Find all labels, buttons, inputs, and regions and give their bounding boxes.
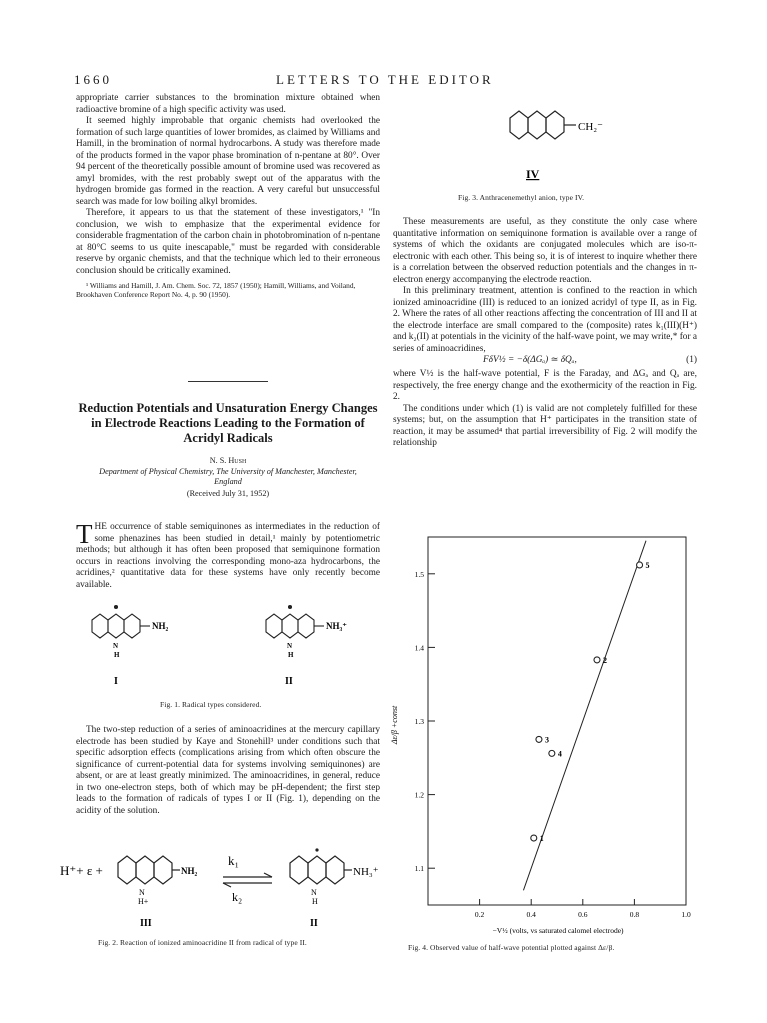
fig3-caption: Fig. 3. Anthracenemethyl anion, type IV.: [458, 193, 585, 202]
y-tick-label: 1.2: [414, 790, 424, 800]
fig2-reaction: [60, 845, 390, 930]
paragraph: where V½ is the half-wave potential, F is the Faraday, and ΔGₐ and Qₐ are, respectively, the free energy change and the exothermicity of the reaction in Fig. 2.: [393, 369, 697, 402]
fig2-h-right: H: [312, 897, 318, 906]
fig2-k2: k₂: [232, 890, 243, 904]
section-divider: [188, 381, 268, 382]
fig2-n-left: N: [139, 888, 145, 897]
data-point-label: 2: [602, 655, 607, 665]
fig3-group: CH₂⁻: [578, 121, 603, 133]
fig1-n-a: N: [113, 642, 119, 650]
paragraph: Therefore, it appears to us that the statement of these investigators,¹ "In conclusion, we wish to emphasize that the experimental evidence for considerable fragmentation of the carbon chain in photobromination of n-pentane at 80°C seems to us quite inescapable," must be regarded with considerable reserve by organic chemists, and that the technique which led to their erroneous conclusion should be critically examined.: [76, 208, 380, 276]
plot-frame: [428, 537, 686, 905]
data-point: [594, 657, 600, 663]
fig1-label-b: II: [285, 676, 293, 687]
acridine-ring-left: [92, 606, 150, 639]
data-point-label: 4: [557, 749, 562, 759]
data-point: [531, 835, 537, 841]
x-tick-label: 0.2: [474, 910, 485, 919]
fig1-group-b: NH₃⁺: [326, 621, 347, 631]
fig1-structures: [76, 604, 380, 714]
y-tick-label: 1.4: [414, 643, 424, 653]
fig2-k1: k₁: [228, 853, 240, 868]
data-point: [637, 562, 643, 568]
y-tick-label: 1.1: [414, 864, 424, 874]
intro-paragraph: [76, 519, 380, 591]
paragraph: The conditions under which (1) is valid are not completely fulfilled for these systems; but, on the assumption that H⁺ participates in the transition state of reaction, it may be assumed⁴ that partial irreversibility of Fig. 2 will modify the relationship: [393, 403, 697, 448]
y-tick-label: 1.5: [414, 569, 424, 579]
data-point-label: 1: [539, 834, 544, 844]
y-axis-label: Δε/β +const: [390, 705, 399, 745]
paragraph: appropriate carrier substances to the bromination mixture obtained when radioactive bromine of a high specific activity was used.: [76, 93, 380, 115]
left-column-bottom: [76, 725, 380, 817]
fig1-label-a: I: [114, 676, 118, 687]
article-title: Reduction Potentials and Unsaturation Energy Changes in Electrode Reactions Leading to the Formation of Acridyl Radicals: [78, 401, 378, 445]
fig1-h-b: H: [288, 651, 294, 659]
fig1-h-a: H: [114, 651, 120, 659]
x-tick-label: 0.8: [629, 910, 640, 919]
fig1-group-a: NH₂: [152, 621, 169, 631]
right-column-text: [393, 217, 697, 450]
paragraph: These measurements are useful, as they constitute the only case where quantitative information on semiquinone formation is available over a range of systems of which the oxidants are conjugated molecules which are iso-π-electronic with each other. This being so, it is of interest to inquire whether there is a correlation between the observed reduction potentials and the changes in π-electron energy accompanying the electrode reaction.: [393, 217, 697, 285]
fig4-caption: Fig. 4. Observed value of half-wave potential plotted against Δε/β.: [408, 943, 615, 952]
fig2-caption: Fig. 2. Reaction of ionized aminoacridine II from radical of type II.: [98, 938, 307, 947]
data-point: [536, 736, 542, 742]
fig2-group-right: NH₃⁺: [353, 866, 379, 878]
fig1-caption: Fig. 1. Radical types considered.: [160, 700, 262, 709]
fig3-label: IV: [526, 167, 540, 181]
paragraph: In this preliminary treatment, attention is confined to the reaction in which ionized aminoacridine (III) is reduced to an ionized acridyl of type II, as in Fig. 2. Where the rates of all other reactions affecting the concentration of III and II at the electrode interface are small compared to the (composite) rates k₁(III)(H⁺) and k₂(II) at potentials in the vicinity of the half-wave point, we may write,* for a series of aminoacridines,: [393, 286, 698, 354]
fig2-label-left: III: [140, 918, 152, 929]
received-date: (Received July 31, 1952): [186, 489, 270, 498]
data-point: [549, 750, 555, 756]
x-tick-label: 1.0: [681, 910, 691, 919]
fig2-prefix: H⁺+ ε +: [60, 863, 103, 878]
drop-cap: T: [76, 519, 93, 549]
acridine-ring-right: [266, 606, 324, 639]
fig2-hplus: H+: [138, 897, 149, 906]
x-tick-label: 0.6: [578, 910, 588, 919]
fig2-n-right: N: [311, 888, 317, 897]
data-point-label: 5: [645, 560, 650, 570]
fig1-n-b: N: [287, 642, 293, 650]
equation-line: [393, 355, 697, 369]
left-column-top: [76, 93, 380, 299]
fig4-chart: [388, 535, 698, 940]
equation-number: (1): [686, 355, 697, 365]
affiliation: Department of Physical Chemistry, The University of Manchester, Manchester, England: [99, 467, 357, 486]
data-point-label: 3: [544, 735, 549, 745]
fig2-group-left: NH₂: [181, 866, 198, 876]
paragraph: It seemed highly improbable that organic chemists had overlooked the formation of such large quantities of lower bromides, as claimed by Williams and Hamill, in the bromination of normal hydrocarbons. A study was therefore made of the products formed in the vapor phase bromination of n-pentane at 80°. Over 94 percent of the theoretically possible amount of bromine used was recovered as amyl bromides, with the rest probably swept out of the apparatus with the hydrogen bromide gas formed in the reaction. A very careful but unsuccessful search was made for low boiling alkyl bromides.: [76, 116, 380, 207]
footnote: ¹ Williams and Hamill, J. Am. Chem. Soc. 72, 1857 (1950); Hamill, Williams, and Voiland, Brookhaven Conference Report No. 4, p. 90 (1950).: [76, 281, 356, 299]
paragraph: The two-step reduction of a series of aminoacridines at the mercury capillary electrode has been studied by Kaye and Stonehill³ under conditions such that specific adsorption effects (complications arising from which often obscure the significance of current-potential data for systems involving semiquinones) are absent, or are at least greatly minimized. The aminoacridines, in general, reduce in two one-electron steps, both of which may be pH-dependent; the first step leads to the formation of radicals of types I or II (Fig. 1), depending on the acidity of the solution.: [76, 725, 380, 816]
x-axis-label: −V½ (volts, vs saturated calomel electrode): [492, 926, 624, 935]
running-title: LETTERS TO THE EDITOR: [276, 72, 494, 87]
equation: FδV½ = −δ(ΔGₐ) ≃ δQₐ,: [483, 355, 577, 365]
y-tick-label: 1.3: [414, 717, 424, 726]
author: N. S. Hush: [209, 456, 247, 465]
paragraph: HE occurrence of stable semiquinones as intermediates in the reduction of some phenazines has been studied in detail,¹ mainly by potentiometric methods; but although it has often been proposed that semiquinone formation occurs in reactions involving the corresponding mono-aza hydrocarbons, the acridines,² quantitative data for these systems have only recently become available.: [76, 522, 380, 590]
page-number: 1660: [74, 72, 112, 87]
fig2-label-right: II: [310, 918, 318, 929]
fig3-structure: [500, 98, 620, 188]
x-tick-label: 0.4: [526, 910, 536, 919]
